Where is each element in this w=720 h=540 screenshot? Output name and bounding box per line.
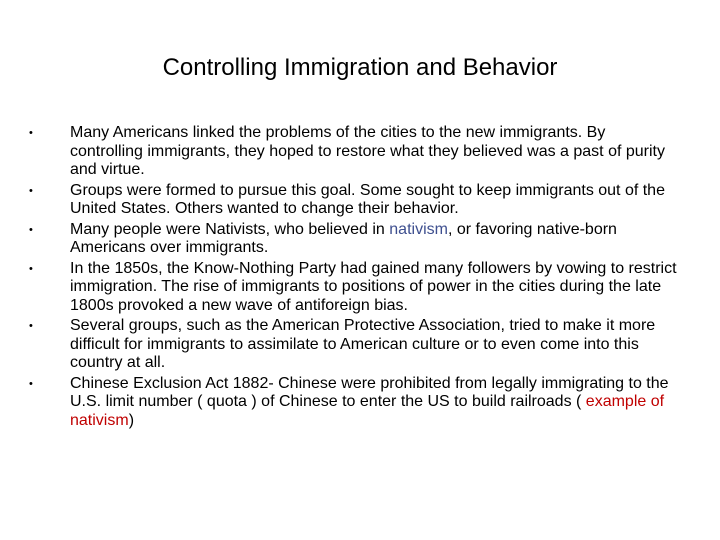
bullet-text: Several groups, such as the American Protective Association, tried to make it more difficult for immigrants to assimilate to American culture or to even come into this country at all. xyxy=(70,317,656,371)
bullet-text: Groups were formed to pursue this goal. Some sought to keep immigrants out of the United States. Others wanted to change their behavior. xyxy=(70,181,665,217)
bullet-dot-icon: • xyxy=(29,377,33,390)
bullet-item xyxy=(29,317,680,373)
bullet-text-after: ) xyxy=(128,411,135,429)
bullet-item xyxy=(29,124,680,180)
bullet-text-before: Many people were Nativists, who believed in xyxy=(70,220,390,238)
bullet-item xyxy=(29,374,680,431)
bullet-dot-icon: • xyxy=(29,184,33,197)
bullet-text-after: , or favoring native-born Americans over immigrants. xyxy=(70,220,617,256)
bullet-item xyxy=(29,259,680,316)
bullet-dot-icon: • xyxy=(29,320,33,332)
bullet-dot-icon: • xyxy=(29,262,33,275)
slide-title: Controlling Immigration and Behavior xyxy=(162,54,558,81)
bullet-list xyxy=(29,124,680,432)
bullet-item xyxy=(29,220,680,258)
bullet-item xyxy=(29,181,680,219)
highlight-example-of-nativism: example of nativism xyxy=(70,393,665,429)
bullet-text: Many Americans linked the problems of the cities to the new immigrants. By controlling immigrants, they hoped to restore what they believed was a past of purity and virtue. xyxy=(70,124,665,178)
highlight-nativism: nativism xyxy=(389,220,448,238)
bullet-text-before: Chinese Exclusion Act 1882- Chinese were prohibited from legally immigrating to the U.S. limit number ( quota ) of Chinese to enter the US to build railroads ( xyxy=(70,374,669,410)
bullet-dot-icon: • xyxy=(29,223,33,236)
bullet-text: In the 1850s, the Know-Nothing Party had gained many followers by vowing to restrict immigration. The rise of immigrants to positions of power in the cities during the late 1800s provoked a new wave of antiforeign bias. xyxy=(70,259,677,314)
bullet-dot-icon: • xyxy=(29,127,33,139)
